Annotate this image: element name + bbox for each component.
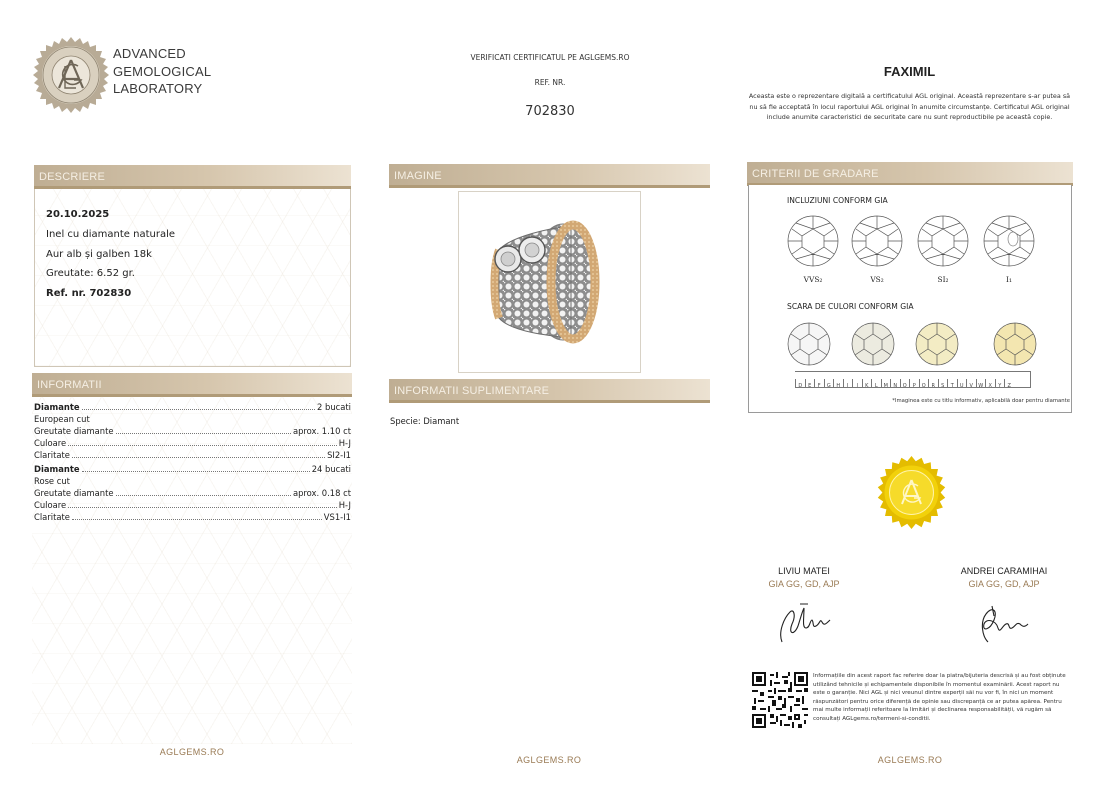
diamond-vvs2-icon	[788, 216, 838, 266]
color-scale-grade: Q	[919, 379, 929, 388]
color-scale-grade: N	[890, 379, 900, 388]
color-scale-grade: T	[947, 379, 957, 388]
signature-1-icon	[774, 598, 834, 648]
suplimentare-title: INFORMATII SUPLIMENTARE	[394, 385, 550, 397]
color-swatch-1-icon	[788, 323, 830, 365]
criterii-panel	[748, 185, 1072, 413]
color-scale-grade: Y	[995, 379, 1005, 388]
color-scale-grade: L	[871, 379, 881, 388]
signatory-1-name: LIVIU MATEI	[778, 566, 830, 576]
descriere-header	[34, 165, 351, 189]
color-diagrams	[787, 320, 1059, 370]
diamond-si2-icon	[918, 216, 968, 266]
info-label: Greutate diamante	[34, 426, 114, 436]
criterii-title: CRITERII DE GRADARE	[752, 168, 879, 180]
signatory-1-title: GIA GG, GD, AJP	[768, 579, 840, 589]
imagine-title: IMAGINE	[394, 170, 442, 182]
inclusion-label-si2: SI₂	[937, 275, 949, 284]
color-scale-grade: U	[957, 379, 967, 388]
info-value: aprox. 1.10 ct	[292, 426, 351, 436]
color-scale-grade: R	[928, 379, 938, 388]
info-row	[34, 487, 351, 499]
suplimentare-header	[389, 379, 710, 403]
info-value: 2 bucati	[317, 402, 351, 412]
color-scale-grade: I	[843, 379, 853, 388]
info-row	[34, 449, 351, 461]
color-scale-grade: O	[900, 379, 910, 388]
color-scale-grade: P	[909, 379, 919, 388]
color-scale-grade: X	[985, 379, 995, 388]
info-label: Claritate	[34, 450, 70, 460]
info-value: 24 bucati	[311, 464, 351, 474]
criterii-header	[747, 162, 1073, 186]
color-scale-grade: Z	[1004, 379, 1014, 388]
color-scale-grade: H	[833, 379, 843, 388]
info-value: VS1-I1	[323, 512, 351, 522]
footer-center[interactable]: AGLGEMS.RO	[516, 755, 582, 765]
footer-left[interactable]: AGLGEMS.RO	[159, 747, 225, 757]
info-row	[34, 413, 351, 425]
lab-name	[113, 45, 211, 98]
color-scale-grade: J	[852, 379, 862, 388]
lab-name-line-3: LABORATORY	[113, 81, 203, 96]
desc-ref: Ref. nr. 702830	[46, 288, 132, 300]
desc-item: Inel cu diamante naturale	[46, 228, 176, 240]
info-value: SI2-I1	[327, 450, 351, 460]
desc-metal: Aur alb și galben 18k	[46, 248, 152, 260]
inclusions-heading: INCLUZIUNI CONFORM GIA	[787, 196, 888, 205]
inclusion-label-vs2: VS₂	[870, 275, 884, 284]
footer-right[interactable]: AGLGEMS.RO	[877, 755, 943, 765]
informatii-header	[32, 373, 352, 397]
signature-2-icon	[974, 602, 1034, 646]
descriere-title: DESCRIERE	[39, 171, 105, 183]
criterii-note: *Imaginea este cu titlu informativ, aplicabilă doar pentru diamante	[892, 398, 1070, 404]
ring-photo	[458, 191, 641, 373]
lab-name-line-2: GEMOLOGICAL	[113, 63, 212, 79]
info-label: Claritate	[34, 512, 70, 522]
inclusion-label-i1: I₁	[1006, 275, 1012, 284]
informatii-panel	[32, 396, 352, 744]
info-value: aprox. 0.18 ct	[292, 488, 351, 498]
informatii-title: INFORMATII	[37, 379, 102, 391]
agl-logo-seal-icon	[32, 36, 110, 114]
info-value: H-J	[338, 438, 351, 448]
info-row	[34, 401, 351, 413]
color-scale	[795, 371, 1031, 388]
info-row	[34, 511, 351, 523]
info-row	[34, 463, 351, 475]
ref-number: 702830	[525, 104, 575, 119]
info-label: Rose cut	[34, 476, 70, 486]
info-row	[34, 475, 351, 487]
desc-weight: Greutate: 6.52 gr.	[46, 268, 135, 280]
color-scale-grade: S	[938, 379, 948, 388]
info-value: H-J	[338, 500, 351, 510]
verify-text: VERIFICATI CERTIFICATUL PE AGLGEMS.RO	[470, 53, 630, 62]
info-label: Diamante	[34, 464, 80, 474]
color-scale-grade: F	[814, 379, 824, 388]
info-row	[34, 499, 351, 511]
info-label: Greutate diamante	[34, 488, 114, 498]
qr-code-icon[interactable]	[752, 672, 808, 728]
info-row	[34, 437, 351, 449]
color-scale-grade: W	[976, 379, 986, 388]
imagine-header	[389, 164, 710, 188]
species-text: Specie: Diamant	[390, 416, 460, 426]
color-scale-grade: E	[805, 379, 815, 388]
disclaimer-text: Informațiile din acest raport fac referire doar la piatra/bijuteria descrisă și au fost obținute utilizând tehnicile și echipamentele disponibile în momentul examinării. Acest raport nu este o garanție. Nici AGL și nici vreunul dintre experții săi nu vor fi, în nici un moment răspunzători pentru orice diferență de opinie sau discrepanță ce ar putea apărea. Pentru mai multe informații referitoare la limitări și declinarea responsabilității, vă rugăm să consultați AGLgems.ro/termeni-si-conditii.	[813, 673, 1066, 722]
faximil-title: FAXIMIL	[883, 64, 936, 79]
color-swatch-4-icon	[994, 323, 1036, 365]
color-swatch-3-icon	[916, 323, 958, 365]
ref-label: REF. NR.	[534, 78, 566, 87]
color-swatch-2-icon	[852, 323, 894, 365]
info-label: European cut	[34, 414, 90, 424]
color-scale-grade: K	[862, 379, 872, 388]
signatory-2-name: ANDREI CARAMIHAI	[960, 566, 1048, 576]
desc-date: 20.10.2025	[46, 209, 110, 220]
color-scale-grade: V	[966, 379, 976, 388]
signatory-2-title: GIA GG, GD, AJP	[968, 579, 1040, 589]
color-heading: SCARA DE CULORI CONFORM GIA	[787, 302, 914, 311]
inclusion-diagrams	[787, 215, 1059, 267]
diamond-vs2-icon	[852, 216, 902, 266]
color-scale-grade: G	[824, 379, 834, 388]
ring-image	[459, 192, 640, 372]
info-label: Culoare	[34, 500, 67, 510]
lab-name-line-1: ADVANCED	[113, 46, 186, 61]
info-label: Diamante	[34, 402, 80, 412]
inclusion-label-vvs2: VVS₂	[803, 275, 823, 284]
color-scale-grade: D	[795, 379, 805, 388]
info-row	[34, 425, 351, 437]
info-label: Culoare	[34, 438, 67, 448]
descriere-panel	[34, 189, 351, 367]
faximil-note: Aceasta este o reprezentare digitală a certificatului AGL original. Această reprezentare s-ar putea să nu să fie acceptată în locul raportului AGL original în anumite circumstanțe. Certificatul AGL original include anumite caracteristici de securitate care nu sunt reproductibile pe această copie.	[748, 92, 1071, 121]
gold-seal-icon	[875, 456, 948, 529]
color-scale-grade: M	[881, 379, 891, 388]
diamond-i1-icon	[984, 216, 1034, 266]
